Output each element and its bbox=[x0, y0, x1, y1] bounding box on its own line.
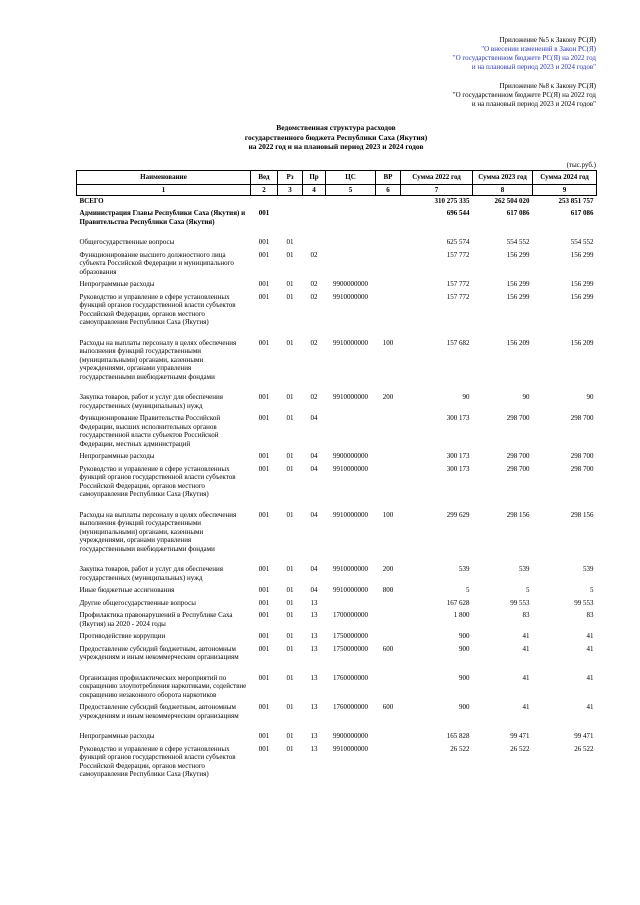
cell-cs: 1700000000 bbox=[333, 611, 368, 619]
cell-cs: 1750000000 bbox=[333, 644, 368, 653]
spacer-row bbox=[77, 330, 597, 338]
cell-cs bbox=[326, 208, 376, 229]
col-number: 2 bbox=[251, 184, 278, 195]
cell-ved: 001 bbox=[258, 598, 270, 607]
cell-cs: 9910000000 bbox=[333, 744, 368, 753]
cell-name: Иные бюджетные ассигнования bbox=[79, 586, 175, 594]
cell-rz bbox=[278, 195, 303, 208]
cell-cs: 1760000000 bbox=[333, 673, 368, 682]
table-row bbox=[77, 631, 597, 644]
document-title bbox=[76, 123, 596, 152]
cell-pr bbox=[303, 237, 326, 250]
cell-ved: 001 bbox=[258, 744, 270, 753]
spacer-cell bbox=[77, 556, 597, 564]
cell-y2024: 83 bbox=[586, 611, 594, 619]
cell-y2023: 83 bbox=[522, 611, 530, 619]
cell-vr: 600 bbox=[382, 644, 394, 653]
cell-y2024: 298 156 bbox=[570, 510, 594, 519]
cell-ved: 001 bbox=[258, 703, 270, 711]
title-line: Ведомственная структура расходов bbox=[276, 123, 396, 132]
cell-y2023: 99 553 bbox=[510, 598, 530, 607]
table-row bbox=[77, 673, 597, 703]
cell-y2024: 5 bbox=[590, 586, 594, 594]
col-number: 3 bbox=[278, 184, 303, 195]
cell-y2024: 156 209 bbox=[570, 338, 594, 347]
cell-vr bbox=[376, 464, 401, 502]
appendix-line: и на плановый период 2023 и 2024 годов" bbox=[471, 100, 596, 108]
cell-y2023: 41 bbox=[522, 673, 530, 682]
col-sum-2023: Сумма 2023 год bbox=[473, 170, 533, 184]
col-rz: Рз bbox=[278, 170, 303, 184]
appendix-link-line[interactable]: "О государственном бюджете РС(Я) на 2022 год bbox=[452, 54, 596, 62]
table-row bbox=[77, 702, 597, 723]
cell-y2023: 26 522 bbox=[510, 744, 530, 753]
table-row bbox=[77, 585, 597, 598]
cell-cs: 9900000000 bbox=[333, 280, 368, 288]
spacer-row bbox=[77, 229, 597, 237]
table-row bbox=[77, 392, 597, 413]
cell-name: Непрограммные расходы bbox=[79, 452, 155, 460]
spacer-cell bbox=[77, 330, 597, 338]
cell-rz: 01 bbox=[286, 744, 294, 753]
cell-y2022: 900 bbox=[459, 632, 470, 640]
cell-y2023: 41 bbox=[522, 703, 530, 711]
cell-y2022: 1 800 bbox=[453, 611, 470, 619]
cell-y2024: 90 bbox=[586, 393, 594, 401]
cell-y2023: 262 504 020 bbox=[494, 196, 530, 205]
spacer-row bbox=[77, 665, 597, 673]
col-cs: ЦС bbox=[326, 170, 376, 184]
cell-pr: 04 bbox=[310, 510, 318, 519]
cell-name: Профилактика правонарушений в Республике Саха (Якутия) на 2020 - 2024 годы bbox=[79, 611, 233, 628]
table-row bbox=[77, 195, 597, 208]
cell-name: Расходы на выплаты персоналу в целях обеспечения выполнения функций государственными (муниципальными) органами, казенными учреждениями, органами управления государственными внебюджетными фондами bbox=[79, 510, 237, 553]
cell-y2022: 26 522 bbox=[450, 744, 470, 753]
cell-y2024: 253 851 757 bbox=[558, 196, 594, 205]
cell-y2022: 900 bbox=[459, 673, 470, 682]
cell-rz: 01 bbox=[286, 464, 294, 473]
cell-name: Руководство и управление в сфере установленных функций органов государственной власти субъектов Российской Федерации, органов местного самоуправления Республики Саха (Якутия) bbox=[79, 744, 236, 778]
col-sum-2022: Сумма 2022 год bbox=[401, 170, 473, 184]
cell-cs bbox=[326, 598, 376, 611]
table-row bbox=[77, 464, 597, 502]
spacer-cell bbox=[77, 229, 597, 237]
cell-y2022: 90 bbox=[462, 393, 470, 401]
cell-cs: 9910000000 bbox=[333, 292, 368, 301]
cell-rz bbox=[278, 208, 303, 229]
cell-y2022: 299 629 bbox=[446, 510, 470, 519]
cell-pr bbox=[303, 195, 326, 208]
col-sum-2024: Сумма 2024 год bbox=[533, 170, 597, 184]
cell-ved: 001 bbox=[258, 510, 270, 519]
cell-vr: 600 bbox=[382, 703, 394, 711]
appendix-note-5 bbox=[76, 36, 596, 72]
cell-y2022: 310 275 335 bbox=[434, 196, 470, 205]
cell-ved: 001 bbox=[258, 565, 270, 573]
cell-y2024: 99 553 bbox=[574, 598, 594, 607]
spacer-row bbox=[77, 502, 597, 510]
cell-y2023: 617 086 bbox=[506, 209, 530, 217]
table-header bbox=[77, 170, 597, 195]
cell-y2023: 156 299 bbox=[506, 250, 530, 259]
cell-ved: 001 bbox=[258, 611, 270, 619]
cell-y2022: 5 bbox=[466, 586, 470, 594]
table-row bbox=[77, 644, 597, 665]
cell-y2024: 298 700 bbox=[570, 452, 594, 460]
col-number: 5 bbox=[326, 184, 376, 195]
cell-ved: 001 bbox=[258, 732, 270, 740]
cell-name: Противодействие коррупции bbox=[79, 632, 166, 640]
cell-vr bbox=[376, 631, 401, 644]
cell-ved: 001 bbox=[258, 452, 270, 460]
cell-name: Функционирование Правительства Российской Федерации, высших исполнительных органов государственной власти субъектов Российской Федерации, местных администраций bbox=[79, 414, 221, 448]
cell-cs: 9900000000 bbox=[333, 732, 368, 740]
cell-y2024: 156 299 bbox=[570, 250, 594, 259]
cell-y2023: 5 bbox=[526, 586, 530, 594]
spacer-cell bbox=[77, 502, 597, 510]
appendix-line: Приложение №5 к Закону РС(Я) bbox=[499, 36, 596, 44]
spacer-cell bbox=[77, 665, 597, 673]
cell-rz: 01 bbox=[286, 510, 294, 519]
cell-vr bbox=[376, 237, 401, 250]
cell-vr bbox=[376, 451, 401, 464]
cell-ved: 001 bbox=[258, 280, 270, 288]
cell-name: Закупка товаров, работ и услуг для обеспечения государственных (муниципальных) нужд bbox=[79, 393, 223, 410]
table-row bbox=[77, 413, 597, 451]
cell-y2022: 900 bbox=[459, 703, 470, 711]
cell-y2023: 298 700 bbox=[506, 414, 530, 422]
cell-rz: 01 bbox=[286, 673, 294, 682]
cell-y2024: 554 552 bbox=[570, 238, 594, 246]
cell-y2023: 156 209 bbox=[506, 338, 530, 347]
cell-vr bbox=[376, 731, 401, 744]
cell-y2024: 41 bbox=[586, 632, 594, 640]
cell-pr: 13 bbox=[310, 703, 318, 711]
cell-name: Функционирование высшего должностного лица субъекта Российской Федерации и муниципального образования bbox=[79, 250, 234, 276]
cell-ved: 001 bbox=[258, 414, 270, 422]
cell-y2022: 157 772 bbox=[446, 280, 470, 288]
cell-cs: 1760000000 bbox=[333, 703, 368, 711]
cell-ved: 001 bbox=[258, 393, 270, 401]
cell-name: Руководство и управление в сфере установленных функций органов государственной власти субъектов Российской Федерации, органов местного самоуправления Республики Саха (Якутия) bbox=[79, 464, 236, 498]
column-header-row bbox=[77, 170, 597, 184]
cell-name: Расходы на выплаты персоналу в целях обеспечения выполнения функций государственными (муниципальными) органами, казенными учреждениями, органами управления государственными внебюджетными фондами bbox=[79, 338, 237, 381]
cell-vr bbox=[376, 744, 401, 782]
cell-vr: 800 bbox=[382, 586, 394, 594]
cell-cs: 9910000000 bbox=[333, 586, 368, 594]
cell-pr: 02 bbox=[310, 393, 318, 401]
cell-y2022: 300 173 bbox=[446, 414, 470, 422]
cell-y2023: 156 299 bbox=[506, 280, 530, 288]
cell-vr: 200 bbox=[382, 565, 394, 573]
table-row bbox=[77, 338, 597, 385]
cell-cs: 1750000000 bbox=[333, 632, 368, 640]
cell-pr: 13 bbox=[310, 598, 318, 607]
col-number: 7 bbox=[401, 184, 473, 195]
cell-y2024: 41 bbox=[586, 703, 594, 711]
cell-rz: 01 bbox=[286, 414, 294, 422]
cell-y2022: 167 628 bbox=[446, 598, 470, 607]
cell-rz: 01 bbox=[286, 644, 294, 653]
cell-rz: 01 bbox=[286, 586, 294, 594]
cell-y2022: 625 574 bbox=[446, 238, 470, 246]
cell-pr: 13 bbox=[310, 611, 318, 619]
cell-rz: 01 bbox=[286, 611, 294, 619]
cell-y2023: 90 bbox=[522, 393, 530, 401]
col-number: 8 bbox=[473, 184, 533, 195]
cell-y2024: 298 700 bbox=[570, 414, 594, 422]
cell-vr: 200 bbox=[382, 393, 394, 401]
col-number: 9 bbox=[533, 184, 597, 195]
cell-cs bbox=[326, 195, 376, 208]
title-line: государственного бюджета Республики Саха (Якутия) bbox=[244, 132, 428, 142]
cell-ved bbox=[251, 195, 278, 208]
col-number: 1 bbox=[77, 184, 251, 195]
cell-y2022: 300 173 bbox=[446, 452, 470, 460]
cell-name: Предоставление субсидий бюджетным, автономным учреждениям и иным некоммерческим организациям bbox=[79, 703, 239, 720]
col-number: 4 bbox=[303, 184, 326, 195]
cell-vr bbox=[376, 413, 401, 451]
cell-pr: 04 bbox=[310, 452, 318, 460]
cell-y2024: 26 522 bbox=[574, 744, 594, 753]
cell-y2024: 298 700 bbox=[570, 464, 594, 473]
table-row bbox=[77, 292, 597, 330]
cell-vr bbox=[376, 598, 401, 611]
cell-y2024: 41 bbox=[586, 673, 594, 682]
cell-cs: 9910000000 bbox=[333, 338, 368, 347]
cell-vr bbox=[376, 610, 401, 631]
table-row bbox=[77, 598, 597, 611]
cell-y2024: 617 086 bbox=[570, 209, 594, 217]
table-row bbox=[77, 510, 597, 557]
cell-cs: 9910000000 bbox=[333, 510, 368, 519]
table-row bbox=[77, 564, 597, 585]
cell-vr bbox=[376, 250, 401, 280]
cell-ved: 001 bbox=[258, 644, 270, 653]
cell-rz: 01 bbox=[286, 250, 294, 259]
table-row bbox=[77, 250, 597, 280]
col-pr: Пр bbox=[303, 170, 326, 184]
cell-y2024: 156 299 bbox=[570, 280, 594, 288]
cell-cs bbox=[326, 413, 376, 451]
cell-ved: 001 bbox=[258, 632, 270, 640]
cell-y2022: 696 544 bbox=[446, 209, 470, 217]
cell-name: Предоставление субсидий бюджетным, автономным учреждениям и иным некоммерческим организациям bbox=[79, 644, 239, 661]
col-number: 6 bbox=[376, 184, 401, 195]
cell-y2023: 298 156 bbox=[506, 510, 530, 519]
table-row bbox=[77, 279, 597, 292]
cell-rz: 01 bbox=[286, 238, 294, 246]
spacer-row bbox=[77, 556, 597, 564]
budget-table bbox=[76, 170, 597, 782]
table-row bbox=[77, 451, 597, 464]
cell-ved: 001 bbox=[258, 673, 270, 682]
cell-pr: 04 bbox=[310, 464, 318, 473]
appendix-note-8 bbox=[76, 82, 596, 109]
cell-name: Организация профилактических мероприятий по сокращению злоупотребления наркотиками, содействие сокращению незаконного оборота наркотиков bbox=[79, 673, 247, 699]
cell-pr: 02 bbox=[310, 280, 318, 288]
spacer-cell bbox=[77, 723, 597, 731]
cell-vr: 100 bbox=[382, 338, 394, 347]
cell-vr bbox=[376, 673, 401, 703]
spacer-row bbox=[77, 723, 597, 731]
cell-y2022: 539 bbox=[459, 565, 470, 573]
cell-ved: 001 bbox=[258, 464, 270, 473]
table-row bbox=[77, 744, 597, 782]
cell-cs: 9910000000 bbox=[333, 393, 368, 401]
table-body bbox=[77, 195, 597, 782]
cell-y2023: 99 471 bbox=[510, 732, 530, 740]
cell-pr: 04 bbox=[310, 414, 318, 422]
col-ved: Вед bbox=[251, 170, 278, 184]
cell-rz: 01 bbox=[286, 292, 294, 301]
table-row bbox=[77, 610, 597, 631]
cell-y2024: 539 bbox=[583, 565, 594, 573]
appendix-line: "О государственном бюджете РС(Я) на 2022 год bbox=[452, 91, 596, 99]
cell-y2023: 41 bbox=[522, 632, 530, 640]
appendix-link-line[interactable]: и на плановый период 2023 и 2024 годов" bbox=[471, 63, 596, 71]
cell-ved: 001 bbox=[258, 292, 270, 301]
cell-pr: 04 bbox=[310, 565, 318, 573]
cell-vr: 100 bbox=[382, 510, 394, 519]
cell-pr: 13 bbox=[310, 644, 318, 653]
spacer-cell bbox=[77, 384, 597, 392]
cell-cs: 9900000000 bbox=[333, 452, 368, 460]
col-vr: ВР bbox=[376, 170, 401, 184]
spacer-row bbox=[77, 384, 597, 392]
cell-vr bbox=[376, 208, 401, 229]
cell-ved: 001 bbox=[258, 209, 270, 217]
cell-name: Общегосударственные вопросы bbox=[79, 238, 175, 246]
cell-name: Другие общегосударственные вопросы bbox=[79, 598, 196, 607]
table-row bbox=[77, 731, 597, 744]
cell-rz: 01 bbox=[286, 632, 294, 640]
appendix-line: Приложение №8 к Закону РС(Я) bbox=[499, 82, 596, 90]
cell-y2023: 298 700 bbox=[506, 464, 530, 473]
cell-pr: 02 bbox=[310, 292, 318, 301]
cell-name: Администрация Главы Республики Саха (Якутия) и Правительства Республики Саха (Якутия) bbox=[79, 209, 246, 226]
table-row bbox=[77, 237, 597, 250]
cell-y2023: 539 bbox=[519, 565, 530, 573]
cell-vr bbox=[376, 292, 401, 330]
cell-pr: 13 bbox=[310, 732, 318, 740]
cell-rz: 01 bbox=[286, 703, 294, 711]
cell-vr bbox=[376, 195, 401, 208]
cell-ved: 001 bbox=[258, 586, 270, 594]
cell-name: ВСЕГО bbox=[79, 196, 104, 205]
cell-name: Закупка товаров, работ и услуг для обеспечения государственных (муниципальных) нужд bbox=[79, 565, 223, 582]
cell-rz: 01 bbox=[286, 393, 294, 401]
cell-y2022: 165 828 bbox=[446, 732, 470, 740]
cell-pr: 13 bbox=[310, 673, 318, 682]
cell-name: Непрограммные расходы bbox=[79, 732, 155, 740]
cell-pr: 02 bbox=[310, 250, 318, 259]
cell-rz: 01 bbox=[286, 338, 294, 347]
cell-pr: 04 bbox=[310, 586, 318, 594]
cell-pr: 02 bbox=[310, 338, 318, 347]
cell-y2022: 157 682 bbox=[446, 338, 470, 347]
cell-y2024: 156 299 bbox=[570, 292, 594, 301]
cell-y2022: 300 173 bbox=[446, 464, 470, 473]
cell-y2023: 156 299 bbox=[506, 292, 530, 301]
cell-y2022: 157 772 bbox=[446, 250, 470, 259]
cell-y2023: 554 552 bbox=[506, 238, 530, 246]
cell-rz: 01 bbox=[286, 280, 294, 288]
cell-name: Непрограммные расходы bbox=[79, 280, 155, 288]
col-name: Наименование bbox=[77, 170, 251, 184]
cell-y2024: 99 471 bbox=[574, 732, 594, 740]
units-note: (тыс.руб.) bbox=[566, 160, 596, 169]
cell-ved: 001 bbox=[258, 238, 270, 246]
cell-y2023: 298 700 bbox=[506, 452, 530, 460]
cell-cs: 9910000000 bbox=[333, 464, 368, 473]
cell-rz: 01 bbox=[286, 732, 294, 740]
table-row bbox=[77, 208, 597, 229]
cell-rz: 01 bbox=[286, 452, 294, 460]
appendix-link-line[interactable]: "О внесении изменений в Закон РС(Я) bbox=[481, 45, 596, 53]
cell-ved: 001 bbox=[258, 338, 270, 347]
cell-name: Руководство и управление в сфере установленных функций органов государственной власти субъектов Российской Федерации, органов местного самоуправления Республики Саха (Якутия) bbox=[79, 292, 236, 326]
cell-pr bbox=[303, 208, 326, 229]
title-line: на 2022 год и на плановый период 2023 и 2024 годов bbox=[248, 142, 424, 151]
cell-pr: 13 bbox=[310, 744, 318, 753]
cell-y2024: 41 bbox=[586, 644, 594, 653]
cell-y2023: 41 bbox=[522, 644, 530, 653]
cell-rz: 01 bbox=[286, 565, 294, 573]
cell-y2022: 900 bbox=[459, 644, 470, 653]
cell-y2022: 157 772 bbox=[446, 292, 470, 301]
cell-cs bbox=[326, 250, 376, 280]
column-number-row bbox=[77, 184, 597, 195]
cell-vr bbox=[376, 279, 401, 292]
cell-rz: 01 bbox=[286, 598, 294, 607]
cell-ved: 001 bbox=[258, 250, 270, 259]
cell-pr: 13 bbox=[310, 632, 318, 640]
cell-cs: 9910000000 bbox=[333, 565, 368, 573]
cell-cs bbox=[326, 237, 376, 250]
